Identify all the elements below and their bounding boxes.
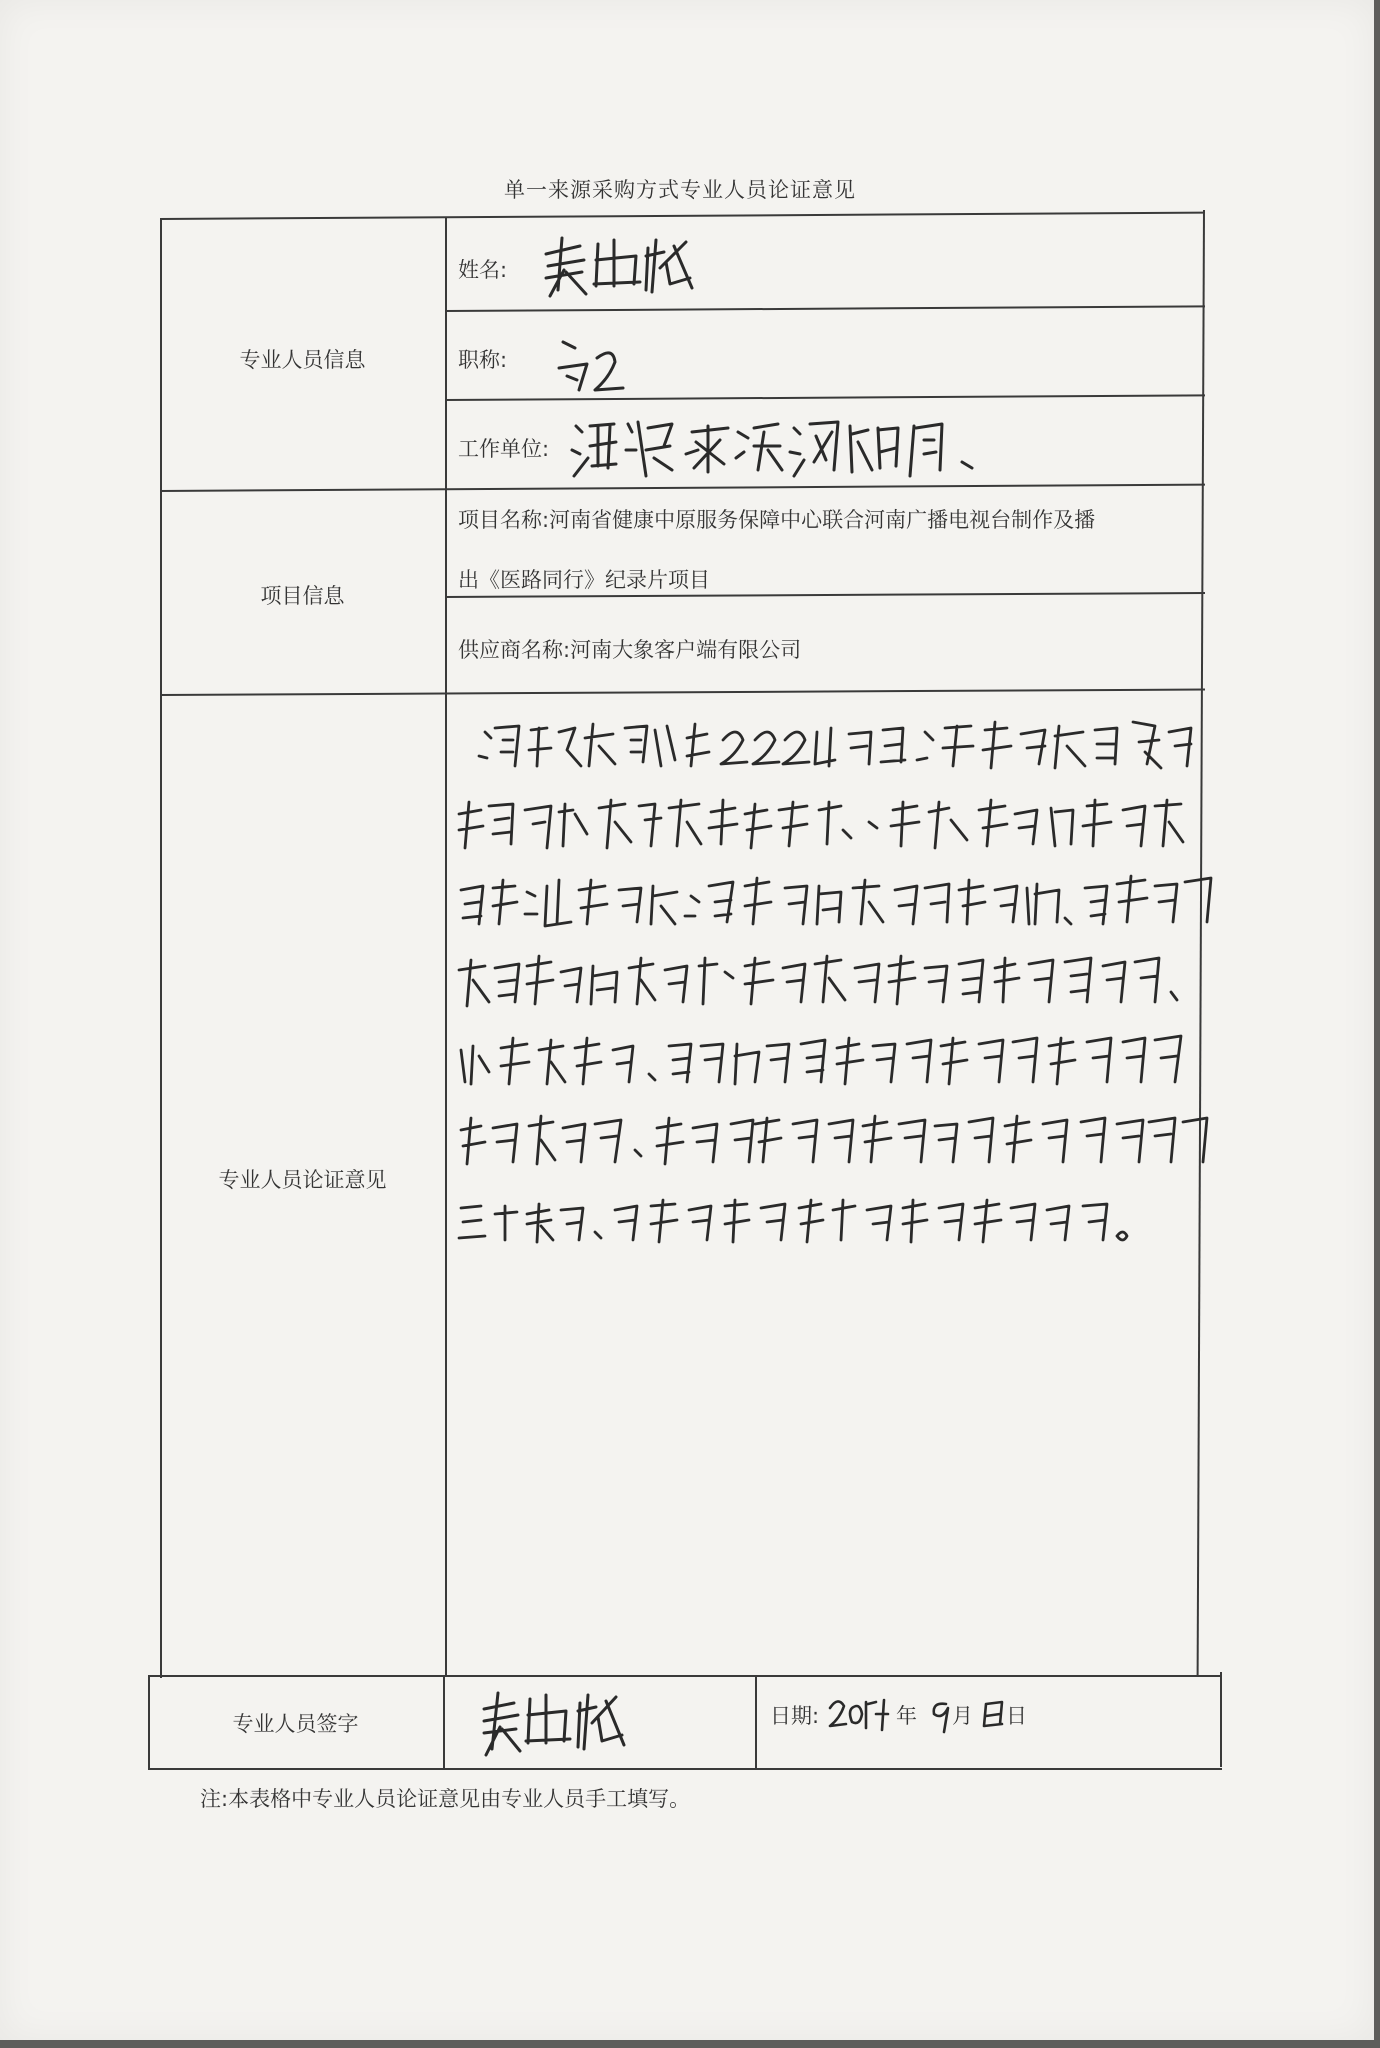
project-name-value-line1: 河南省健康中原服务保障中心联合河南广播电视台制作及播 xyxy=(549,508,1096,532)
table-border-top xyxy=(160,212,1204,220)
name-handwriting xyxy=(540,232,700,302)
section-label-signature: 专业人员签字 xyxy=(232,1712,359,1736)
date-year-handwriting xyxy=(826,1694,894,1734)
row-divider-name xyxy=(445,305,1205,312)
date-day-unit: 日 xyxy=(1006,1704,1027,1728)
title-handwriting xyxy=(553,332,633,402)
date-month-handwriting xyxy=(928,1696,954,1736)
date-month-unit: 月 xyxy=(952,1704,973,1728)
section-divider-signature xyxy=(148,1675,1222,1677)
opinion-handwriting xyxy=(455,710,1215,1230)
project-name-line1 xyxy=(458,504,1095,534)
supplier-label: 供应商名称: xyxy=(458,638,571,662)
table-border-left-upper xyxy=(160,218,162,1678)
project-name-value-line2: 出《医路同行》纪录片项目 xyxy=(458,568,710,592)
date-line xyxy=(770,1700,819,1730)
opinion-text xyxy=(455,1250,1195,1317)
table-border-bottom xyxy=(148,1768,1222,1770)
name-label: 姓名: xyxy=(458,258,508,282)
signature-handwriting xyxy=(478,1685,628,1761)
table-border-right-lower xyxy=(1220,1672,1222,1767)
date-column-divider xyxy=(755,1675,757,1769)
date-day-handwriting xyxy=(982,1698,1008,1732)
section-divider-opinion xyxy=(160,689,1205,696)
employer-handwriting xyxy=(568,406,988,486)
date-label: 日期: xyxy=(770,1704,820,1728)
title-label: 职称: xyxy=(458,348,508,372)
section-label-project-info: 项目信息 xyxy=(260,584,345,608)
signature-column-divider xyxy=(443,1675,445,1769)
employer-label: 工作单位: xyxy=(458,437,550,461)
date-year-unit: 年 xyxy=(896,1704,917,1728)
project-name-label: 项目名称: xyxy=(458,508,550,532)
footnote: 注:本表格中专业人员论证意见由专业人员手工填写。 xyxy=(200,1787,691,1811)
section-label-opinion: 专业人员论证意见 xyxy=(218,1168,387,1192)
document-title: 单一来源采购方式专业人员论证意见 xyxy=(504,178,856,202)
section-label-personnel-info: 专业人员信息 xyxy=(239,348,366,372)
supplier-value: 河南大象客户端有限公司 xyxy=(570,638,802,662)
supplier-line xyxy=(458,634,801,664)
table-column-divider xyxy=(445,217,447,1677)
